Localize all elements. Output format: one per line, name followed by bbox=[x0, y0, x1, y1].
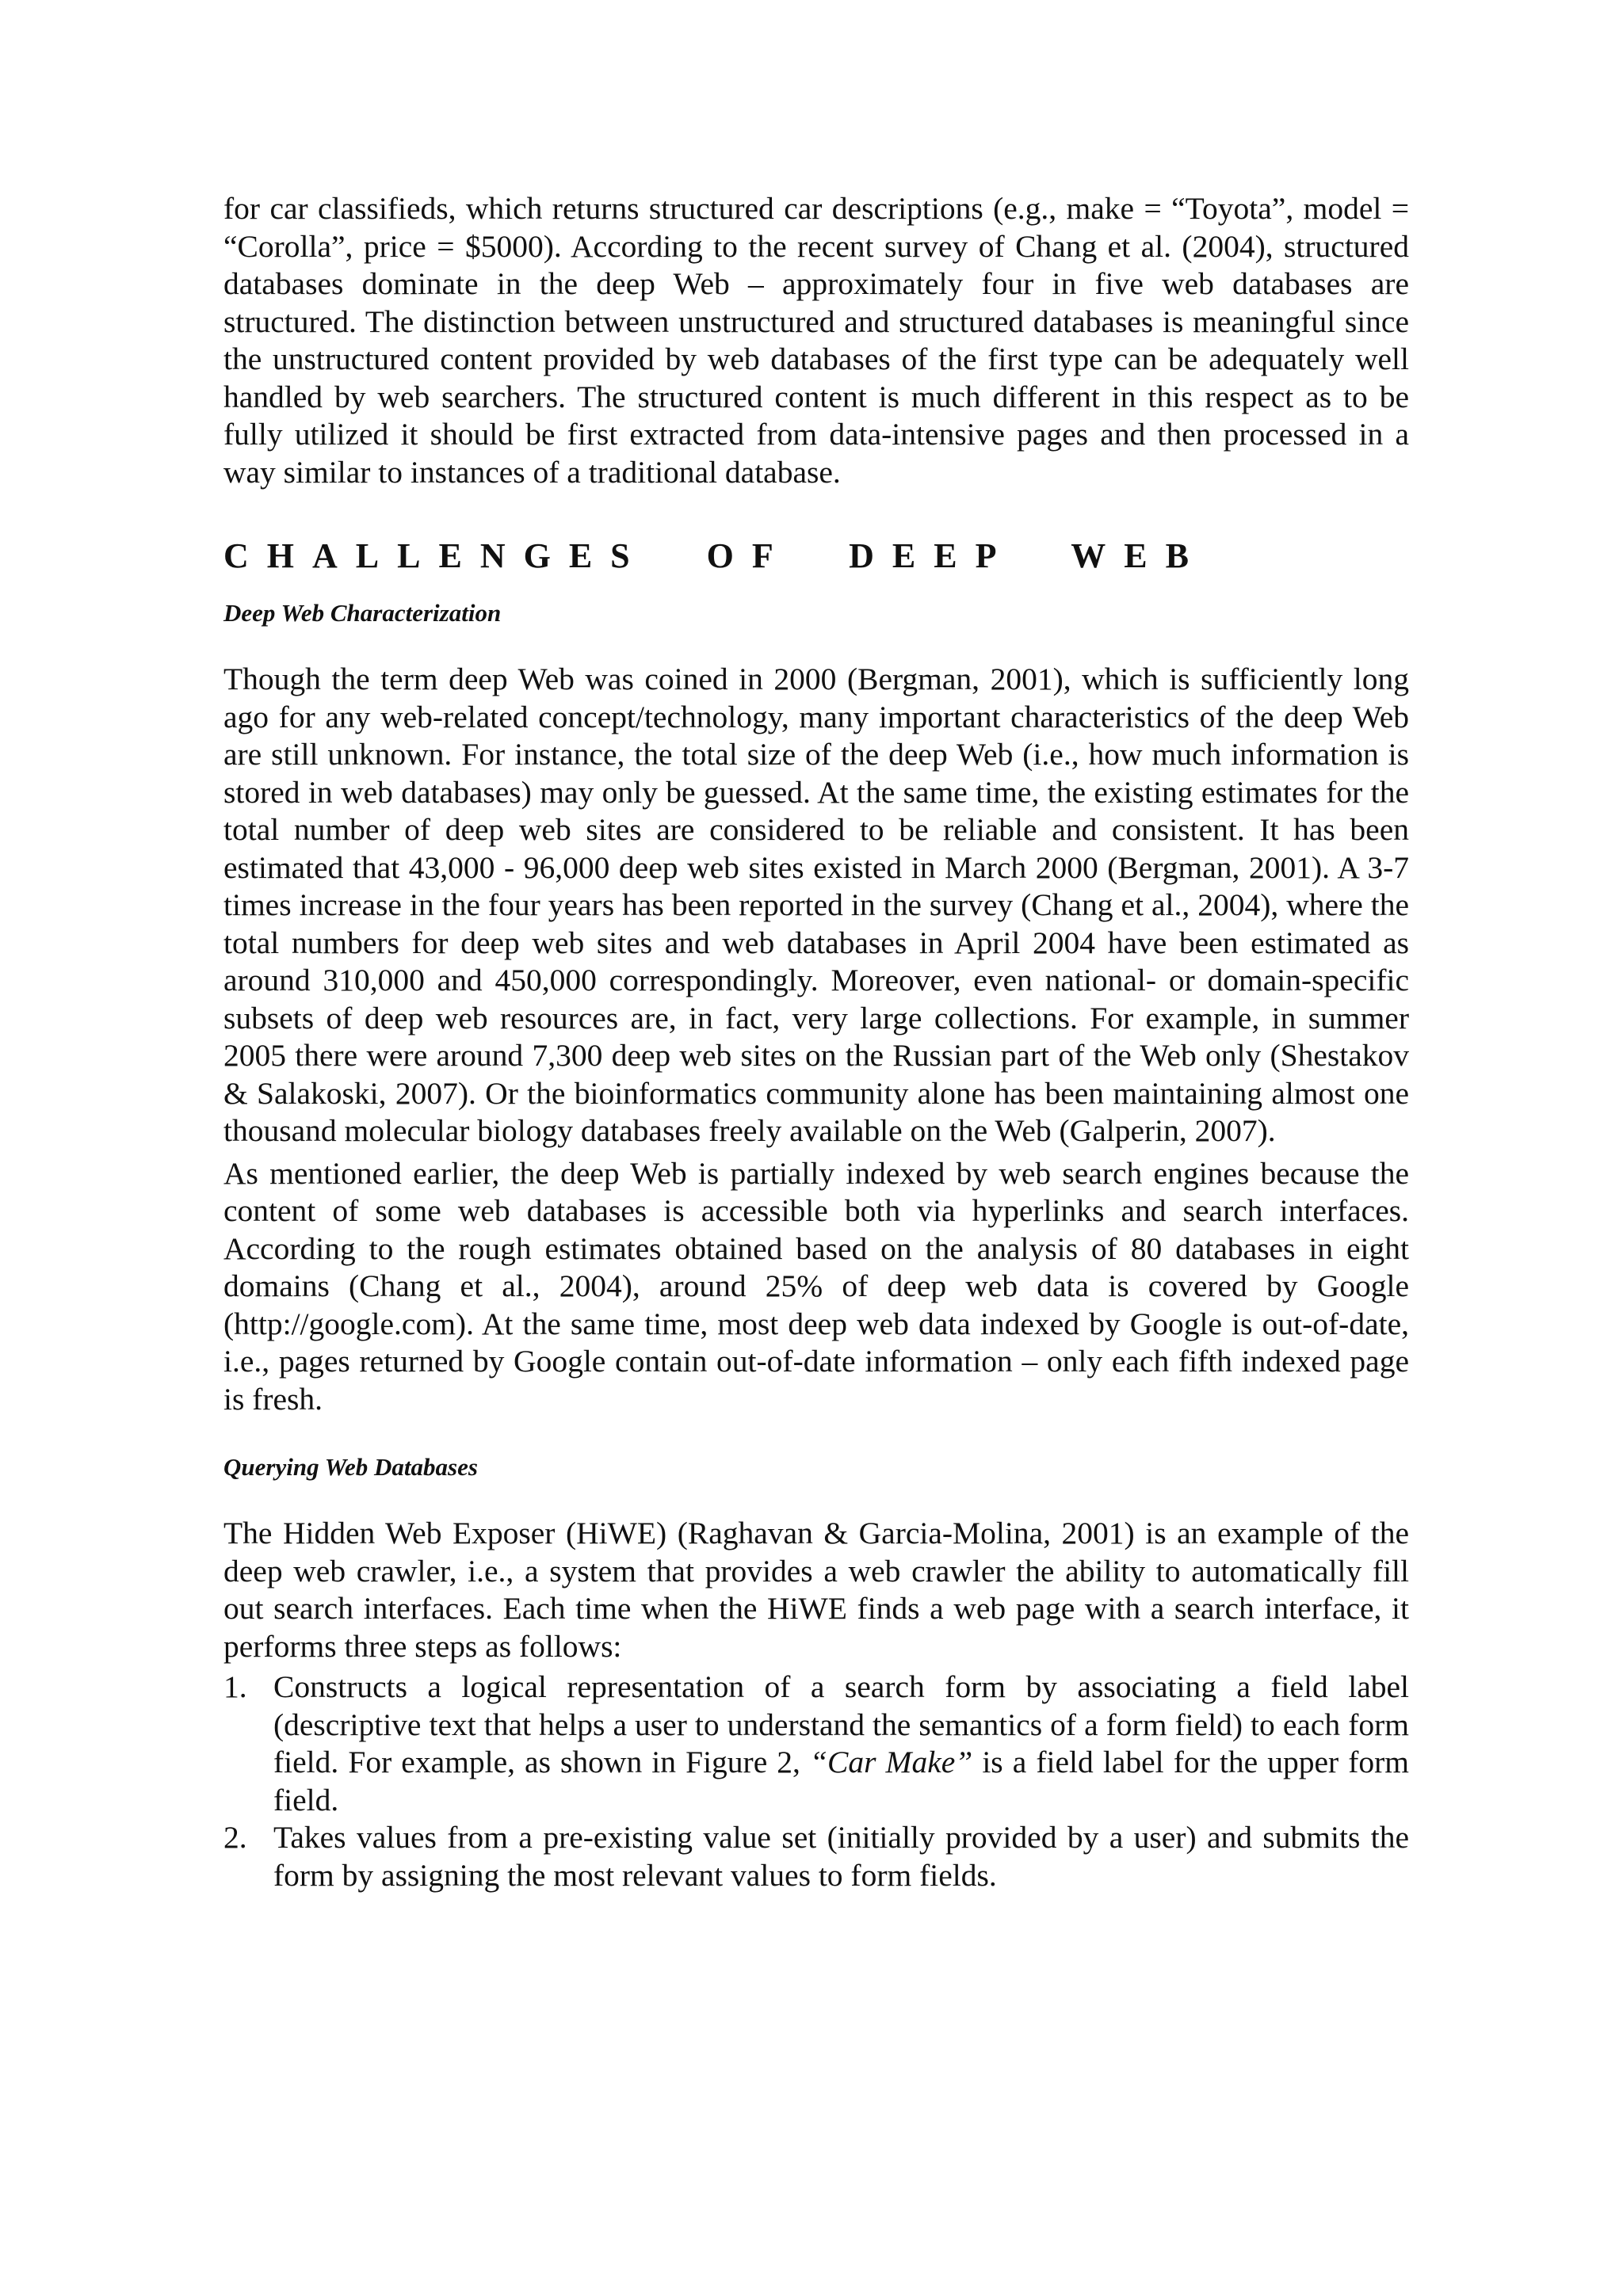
list-item bbox=[223, 1669, 1409, 1819]
step-text bbox=[273, 1819, 1409, 1894]
subsection-title-characterization: Deep Web Characterization bbox=[223, 599, 502, 627]
characterization-paragraph-2: As mentioned earlier, the deep Web is partially indexed by web search engines because the content of some web databases is accessible both via hyperlinks and search interfaces. According to the rough estimates obtained based on the analysis of 80 databases in eight domains (Chang et al., 2004), around 25% of deep web data is covered by Google (http://google.com). At the same time, most deep web data indexed by Google is out-of-date, i.e., pages returned by Google contain out-of-date information – only each fifth indexed page is fresh. bbox=[223, 1155, 1409, 1417]
querying-paragraph: The Hidden Web Exposer (HiWE) (Raghavan & Garcia-Molina, 2001) is an example of the deep web crawler, i.e., a system that provides a web crawler the ability to automatically fill out search interfaces. Each time when the HiWE finds a web page with a search interface, it performs three steps as follows: bbox=[223, 1516, 1409, 1664]
step-text bbox=[273, 1669, 1409, 1819]
step-text-after: is a field label for the upper form field. bbox=[273, 1745, 1409, 1817]
step-text-before: Constructs a logical representation of a search form by associating a field label (descriptive text that helps a user to understand the semantics of a form field) to each form field. For example, as shown in Figure 2, bbox=[273, 1669, 1409, 1779]
subsection-title-querying: Querying Web Databases bbox=[223, 1453, 478, 1481]
document-page bbox=[223, 190, 1409, 1894]
section-heading: CHALLENGES OF DEEP WEB bbox=[223, 536, 1207, 575]
step-text-before: Takes values from a pre-existing value set (initially provided by a user) and submits the form by assigning the most relevant values to form fields. bbox=[273, 1820, 1409, 1893]
intro-paragraph: for car classifieds, which returns structured car descriptions (e.g., make = “Toyota”, model = “Corolla”, price = $5000). According to the recent survey of Chang et al. (2004), structured databases dominate in the deep Web – approximately four in five web databases are structured. The distinction between unstructured and structured databases is meaningful since the unstructured content provided by web databases of the first type can be adequately well handled by web searchers. The structured content is much different in this respect as to be fully utilized it should be first extracted from data-intensive pages and then processed in a way similar to instances of a traditional database. bbox=[223, 191, 1409, 490]
step-number: 1. bbox=[223, 1669, 247, 1704]
step-number: 2. bbox=[223, 1820, 247, 1855]
steps-list bbox=[223, 1669, 1409, 1894]
field-label-emphasis: “Car Make” bbox=[810, 1745, 973, 1779]
list-item bbox=[223, 1819, 1409, 1894]
characterization-paragraph-1: Though the term deep Web was coined in 2000 (Bergman, 2001), which is sufficiently long ago for any web-related concept/technology, many important characteristics of the deep Web are still unknown. For instance, the total size of the deep Web (i.e., how much information is stored in web databases) may only be guessed. At the same time, the existing estimates for the total number of deep web sites are considered to be reliable and consistent. It has been estimated that 43,000 - 96,000 deep web sites existed in March 2000 (Bergman, 2001). A 3-7 times increase in the four years has been reported in the survey (Chang et al., 2004), where the total numbers for deep web sites and web databases in April 2004 have been estimated as around 310,000 and 450,000 correspondingly. Moreover, even national- or domain-specific subsets of deep web resources are, in fact, very large collections. For example, in summer 2005 there were around 7,300 deep web sites on the Russian part of the Web only (Shestakov & Salakoski, 2007). Or the bioinformatics community alone has been maintaining almost one thousand molecular biology databases freely available on the Web (Galperin, 2007). bbox=[223, 662, 1409, 1148]
